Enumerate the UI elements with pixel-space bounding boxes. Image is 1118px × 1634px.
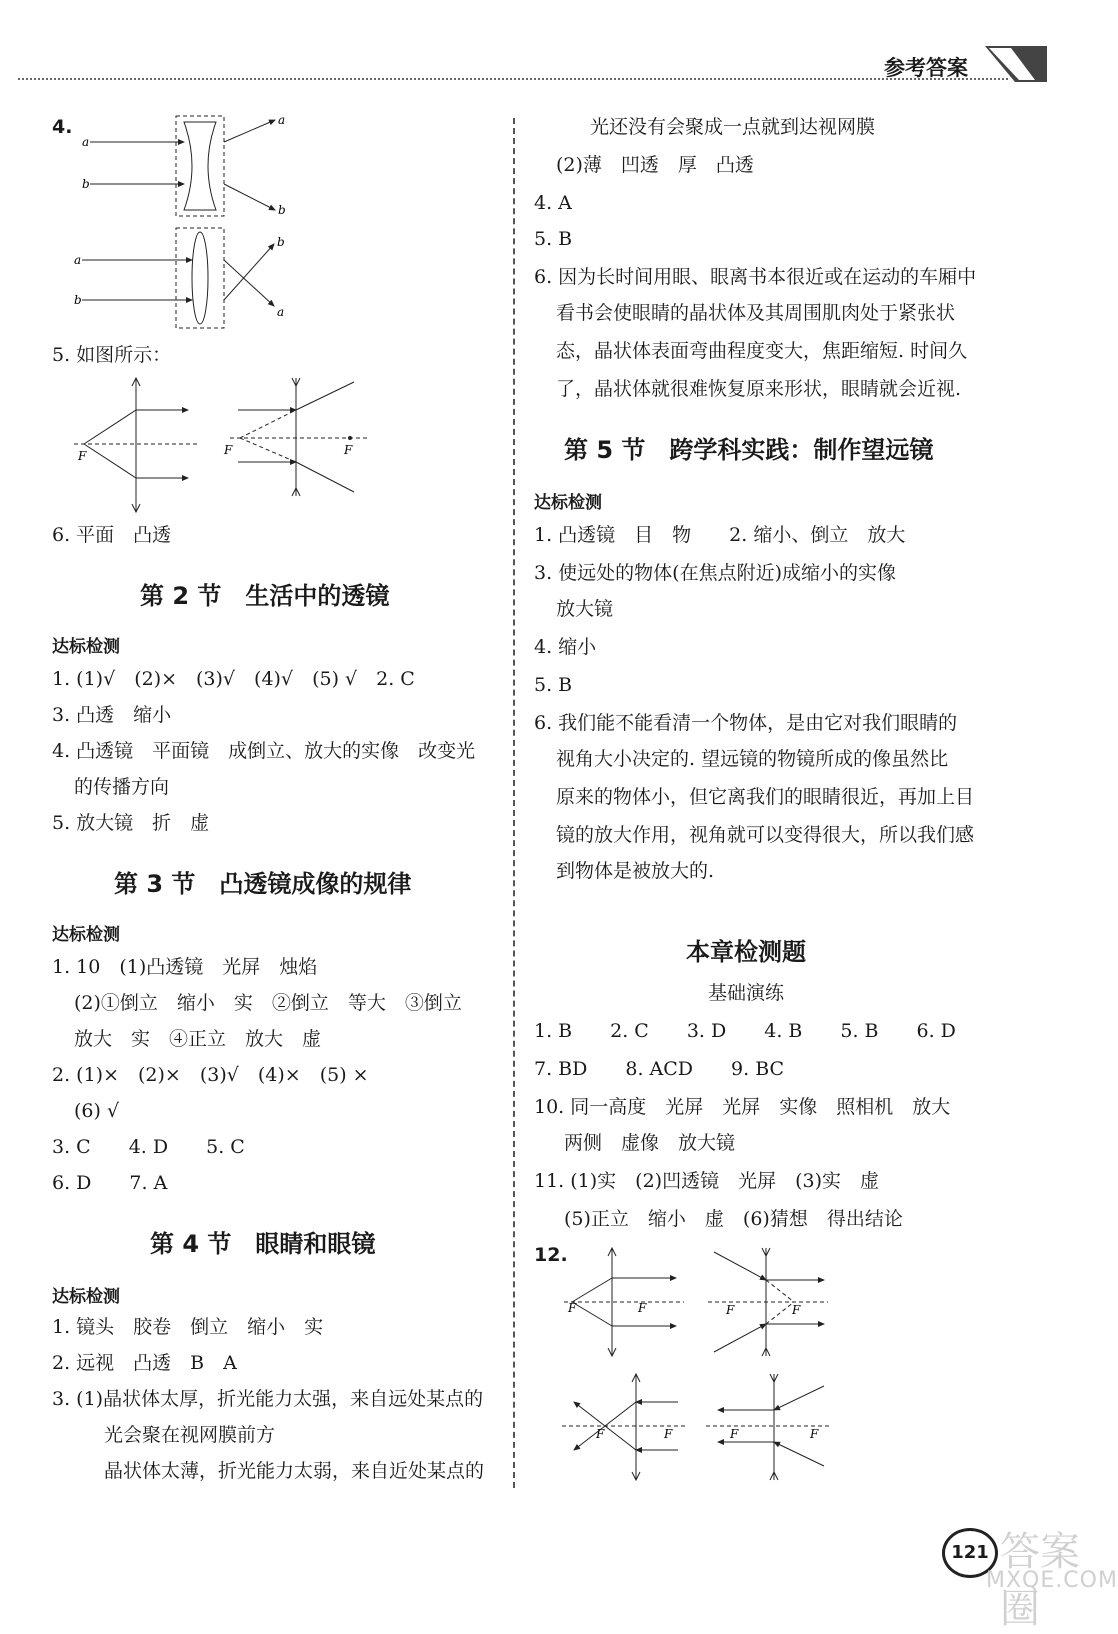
answer-line: 6. D 7. A: [52, 1172, 168, 1194]
section-5-subtitle: 达标检测: [534, 493, 602, 513]
focus-label: F: [726, 1303, 735, 1317]
q12-diagram-3: [560, 1372, 690, 1484]
focus-label: F: [730, 1427, 739, 1441]
header-title: 参考答案: [884, 56, 968, 80]
ray-label-b: b: [278, 203, 286, 217]
section-4-subtitle: 达标检测: [52, 1287, 120, 1307]
chapter-test-subtitle: 基础演练: [708, 982, 785, 1004]
answer-line: (5)正立 缩小 虚 (6)猜想 得出结论: [564, 1208, 903, 1230]
focus-label: F: [792, 1303, 801, 1317]
answer-line: 5. B: [534, 674, 573, 696]
answer-line: 光会聚在视网膜前方: [104, 1424, 276, 1446]
answer-line: 放大镜: [556, 598, 614, 620]
answer-line: 11. (1)实 (2)凹透镜 光屏 (3)实 虚: [534, 1170, 879, 1192]
page-number: 121: [942, 1528, 998, 1578]
chapter-test-title: 本章检测题: [686, 938, 806, 966]
lens-diagram-concave: [80, 110, 300, 225]
section-2-subtitle: 达标检测: [52, 637, 120, 657]
focus-label: F: [344, 443, 353, 457]
q5-diagram-concave: [220, 376, 380, 516]
ray-label-a: a: [277, 305, 285, 319]
focus-label: F: [596, 1427, 605, 1441]
q12-diagram-4: [704, 1372, 834, 1484]
answer-line: 6. 我们能不能看清一个物体，是由它对我们眼睛的: [534, 712, 958, 734]
focus-label: F: [638, 1301, 647, 1315]
header-decoration: [985, 46, 1047, 82]
answer-line: (2)薄 凹透 厚 凸透: [556, 154, 754, 176]
answer-line: 4. A: [534, 192, 572, 214]
ray-label-b: b: [82, 177, 90, 191]
section-4-title: 第 4 节 眼睛和眼镜: [150, 1230, 376, 1258]
ray-label-a: a: [278, 113, 286, 127]
answer-line: 视角大小决定的. 望远镜的物镜所成的像虽然比: [556, 748, 949, 770]
q6-answer: 6. 平面 凸透: [52, 524, 172, 546]
answer-line: 两侧 虚像 放大镜: [564, 1132, 736, 1154]
q5-label: 5. 如图所示：: [52, 344, 172, 366]
answer-line: 3. C 4. D 5. C: [52, 1136, 245, 1158]
answer-line: 的传播方向: [74, 776, 170, 798]
lens-diagram-convex: [72, 224, 300, 334]
header-rule: [18, 78, 1008, 80]
answer-line: 3. (1)晶状体太厚，折光能力太强，来自远处某点的: [52, 1388, 484, 1410]
ray-label-a: a: [74, 253, 82, 267]
answer-line: 5. B: [534, 228, 573, 250]
answer-line: 1. 凸透镜 目 物 2. 缩小、倒立 放大: [534, 524, 906, 546]
answer-line: 2. 远视 凸透 B A: [52, 1352, 237, 1374]
watermark-url: MXQE.COM: [986, 1568, 1118, 1593]
answer-line: 12.: [534, 1244, 568, 1266]
column-divider: [513, 118, 515, 1488]
answer-line: (2)①倒立 缩小 实 ②倒立 等大 ③倒立: [74, 992, 462, 1014]
ray-label-a: a: [82, 135, 90, 149]
answer-line: 镜的放大作用，视角就可以变得很大，所以我们感: [556, 824, 975, 846]
section-2-title: 第 2 节 生活中的透镜: [140, 582, 390, 610]
answer-line: 看书会使眼睛的晶状体及其周围肌肉处于紧张状: [556, 302, 956, 324]
focus-label: F: [664, 1427, 673, 1441]
answer-line: 7. BD 8. ACD 9. BC: [534, 1058, 785, 1080]
answer-line: 4. 凸透镜 平面镜 成倒立、放大的实像 改变光: [52, 740, 476, 762]
answer-line: (6) √: [74, 1100, 120, 1122]
answer-line: 原来的物体小，但它离我们的眼睛很近，再加上目: [556, 786, 975, 808]
answer-line: 3. 使远处的物体(在焦点附近)成缩小的实像: [534, 562, 896, 584]
q12-diagram-2: [704, 1246, 834, 1358]
answer-line: 1. 10 (1)凸透镜 光屏 烛焰: [52, 956, 318, 978]
ray-label-b: b: [277, 235, 285, 249]
answer-line: 3. 凸透 缩小: [52, 704, 172, 726]
watermark-logo: 答案圈: [1000, 1529, 1080, 1632]
answer-line: 4. 缩小: [534, 636, 597, 658]
answer-line: 了，晶状体就很难恢复原来形状，眼睛就会近视.: [556, 378, 962, 400]
q12-diagram-1: [560, 1246, 690, 1358]
focus-label: F: [224, 443, 233, 457]
answer-line: 1. 镜头 胶卷 倒立 缩小 实: [52, 1316, 324, 1338]
answer-line: 1. (1)√ (2)× (3)√ (4)√ (5) √ 2. C: [52, 668, 415, 690]
section-5-title: 第 5 节 跨学科实践：制作望远镜: [564, 436, 934, 464]
answer-line: 晶状体太薄，折光能力太弱，来自近处某点的: [104, 1460, 485, 1482]
answer-line: 到物体是被放大的.: [556, 860, 715, 882]
focus-label: F: [810, 1427, 819, 1441]
q4-label: 4.: [52, 116, 73, 138]
q5-diagram-convex: [70, 376, 210, 516]
answer-line: 6. 因为长时间用眼、眼离书本很近或在运动的车厢中: [534, 266, 977, 288]
answer-line: 态，晶状体表面弯曲程度变大，焦距缩短. 时间久: [556, 340, 968, 362]
answer-line: 2. (1)× (2)× (3)√ (4)× (5) ×: [52, 1064, 369, 1086]
focus-label: F: [78, 449, 87, 463]
ray-label-b: b: [74, 293, 82, 307]
answer-line: 10. 同一高度 光屏 光屏 实像 照相机 放大: [534, 1096, 951, 1118]
section-3-subtitle: 达标检测: [52, 925, 120, 945]
section-3-title: 第 3 节 凸透镜成像的规律: [114, 870, 412, 898]
answer-line: 1. B 2. C 3. D 4. B 5. B 6. D: [534, 1020, 956, 1042]
focus-label: F: [568, 1301, 577, 1315]
answer-line: 放大 实 ④正立 放大 虚: [74, 1028, 322, 1050]
answer-line: 5. 放大镜 折 虚: [52, 812, 210, 834]
answer-line: 光还没有会聚成一点就到达视网膜: [590, 116, 876, 138]
